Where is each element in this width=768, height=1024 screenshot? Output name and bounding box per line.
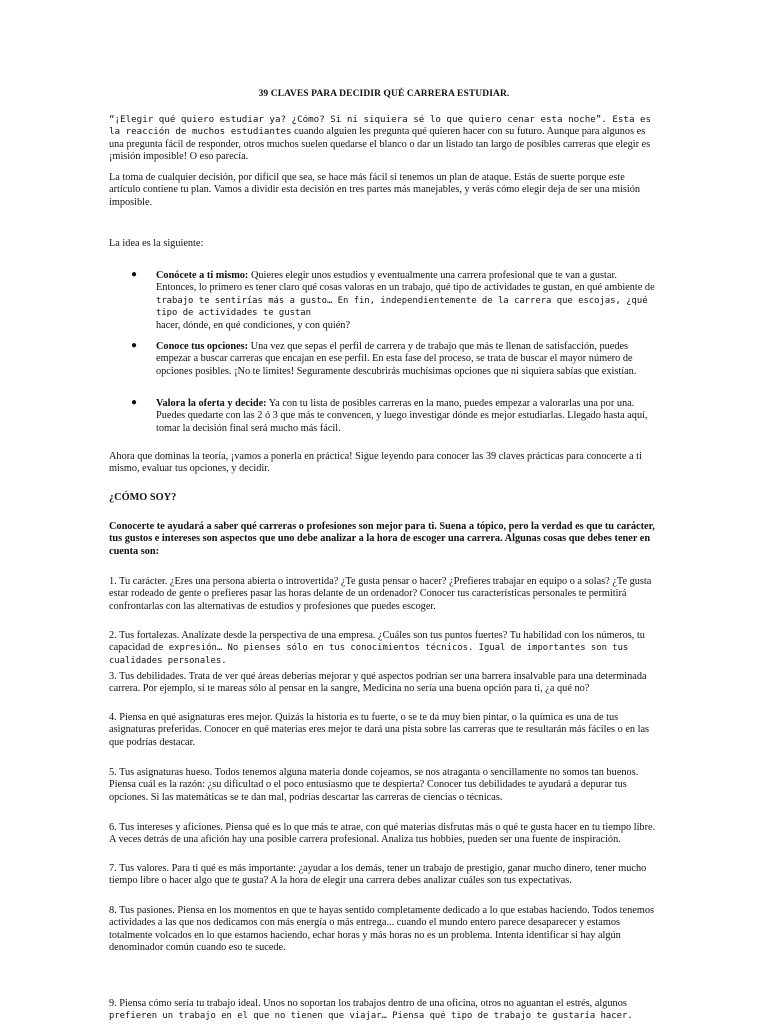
document-title: 39 CLAVES PARA DECIDIR QUÉ CARRERA ESTUDIAR. [258,89,510,99]
paragraph-idea: La idea es la siguiente: [109,238,204,249]
bullet-item-opciones [156,341,658,378]
intro-rest: cuando alguien les pregunta qué quieren hacer con su futuro. Aunque para algunos es una pregunta fácil de responder, otros muchos suelen quedarse el blanco o dar un listado tan largo de posibles carreras que elegir es ¡misión imposible! O eso parecía. [109,126,651,163]
list-item-9-handwritten: prefieren un trabajo en el que no tienen que viajar… Piensa qué tipo de trabajo te gustaría hacer. [109,1011,633,1022]
list-item-8: 8. Tus pasiones. Piensa en los momentos en que te hayas sentido completamente dedicado a lo que estabas haciendo. Todos tenemos actividades a las que nos dedicamos con más energía o más entrega... cuando el mundo entero parece desaparecer y estamos totalmente volcados en lo que estamos haciendo, echar horas y más horas no es un problema. Intenta identificar si hay algún denominador común cuando eso te sucede. [109,905,655,954]
section-heading: ¿CÓMO SOY? [109,492,177,503]
bullet-item-valora [156,398,658,435]
list-item-3: 3. Tus debilidades. Trata de ver qué áreas deberías mejorar y qué aspectos podrían ser una barrera insalvable para una determinada carrera. Por ejemplo, si te mareas sólo al pensar en la sangre, Medicina no sería una buena opción para ti, ¿a qué no? [109,671,647,695]
bullet-dot: ● [131,269,138,280]
list-item-5: 5. Tus asignaturas hueso. Todos tenemos alguna materia donde cojeamos, se nos atraganta o sencillamente no somos tan buenos. Piensa cuál es la razón: ¿su dificultad o el poco entusiasmo que te despierta? Conocer tus debilidades te ayudará a depurar tus opciones. Si las matemáticas se te dan mal, podrías descartar las carreras de ciencias o técnicas. [109,767,639,803]
bullet-bold-label: Conoce tus opciones: [156,341,249,352]
list-item-2-handwritten: de expresión… No pienses sólo en tus conocimientos técnicos. Igual de importantes son tus cualidades personales. [109,643,629,666]
bullet-item-conocete [156,270,658,332]
list-item-4: 4. Piensa en qué asignaturas eres mejor. Quizás la historia es tu fuerte, o se te da muy bien pintar, o la química es una de tus asignaturas preferidas. Conocer en qué materias eres mejor te dará una pista sobre las carreras que te resultarán más fáciles o en las que podrías destacar. [109,712,650,748]
intro-paragraph [109,114,657,164]
list-item-7: 7. Tus valores. Para ti qué es más importante: ¿ayudar a los demás, tener un trabajo de prestigio, ganar mucho dinero, tener mucho tiempo libre o hacer algo que te gusta? A la hora de elegir una carrera debes analizar cuáles son tus expectativas. [109,863,647,887]
list-item-9 [109,998,657,1023]
bullet-bold-label: Conócete a ti mismo: [156,270,249,281]
intro-reaction: Esta es la reacción de muchos estudiantes [109,114,652,138]
paragraph-practice: Ahora que dominas la teoría, ¡vamos a ponerla en práctica! Sigue leyendo para conocer las 39 claves prácticas para conocerte a ti mismo, evaluar tus opciones, y decidir. [109,451,642,475]
bullet-text-end: hacer, dónde, en qué condiciones, y con quién? [156,319,351,331]
bullet-handwritten-text: trabajo te sentirías más a gusto… En fin, independientemente de la carrera que escojas, ¿qué tipo de actividades te gustan [156,295,648,319]
list-item-2 [109,630,657,667]
bullet-text: Ya con tu lista de posibles carreras en la mano, puedes empezar a valorarlas una por una. Puedes quedarte con las 2 ó 3 que más te convencen, y luego investigar dónde es mejor estudiarlas. Llegado hasta aquí, tomar la decisión final será mucho más fácil. [156,398,648,434]
list-item-2-text: 2. Tus fortalezas. Analízate desde la perspectiva de una empresa. ¿Cuáles son tus puntos fuertes? Tu habilidad con los números, tu capacidad [109,630,645,654]
bullet-bold-label: Valora la oferta y decide: [156,398,267,409]
bullet-dot: ● [131,397,138,408]
list-item-1: 1. Tu carácter. ¿Eres una persona abierta o introvertida? ¿Te gusta pensar o hacer? ¿Prefieres trabajar en equipo o a solas? ¿Te gusta estar rodeado de gente o prefieres pasar las horas delante de un ordenador? Conocer tus características personales te permitirá confrontarlas con las alternativas de estudios y profesiones que puedes escoger. [109,576,652,612]
bullet-text: Una vez que sepas el perfil de carrera y de trabajo que más te llenan de satisfacción, puedes empezar a buscar carreras que encajan en ese perfil. En esta fase del proceso, se trata de buscar el mayor número de opciones posibles. ¡No te limites! Seguramente descubrirás muchísimas opciones que ni siquiera sabías que existían. [156,341,637,377]
paragraph-plan: La toma de cualquier decisión, por difícil que sea, se hace más fácil si tenemos un plan de ataque. Estás de suerte porque este artículo contiene tu plan. Vamos a dividir esta decisión en tres partes más manejables, y verás cómo elegir deja de ser una misión imposible. [109,172,641,208]
bullet-dot: ● [131,340,138,351]
bullet-text: Quieres elegir unos estudios y eventualmente una carrera profesional que te van a gustar. Entonces, lo primero es tener claro qué cosas valoras en un trabajo, qué tipo de actividades te gustan, en qué ambiente de [156,270,655,294]
list-item-6: 6. Tus intereses y aficiones. Piensa qué es lo que más te atrae, con qué materias disfrutas más o qué te gusta hacer en tu tiempo libre. A veces detrás de una afición hay una posible carrera profesional. Analiza tus hobbies, pueden ser una fuente de inspiración. [109,822,656,846]
section-intro-bold: Conocerte te ayudará a saber qué carreras o profesiones son mejor para ti. Suena a tópico, pero la verdad es que tu carácter, tus gustos e intereses son aspectos que uno debe analizar a la hora de escoger una carrera. Algunas cosas que debes tener en cuenta son: [109,521,655,557]
list-item-9-text: 9. Piensa cómo sería tu trabajo ideal. Unos no soportan los trabajos dentro de una oficina, otros no aguantan el estrés, algunos [109,998,627,1009]
intro-quote: “¡Elegir qué quiero estudiar ya? ¿Cómo? Si ni siquiera sé lo que quiero cenar esta noche”. [109,114,607,125]
